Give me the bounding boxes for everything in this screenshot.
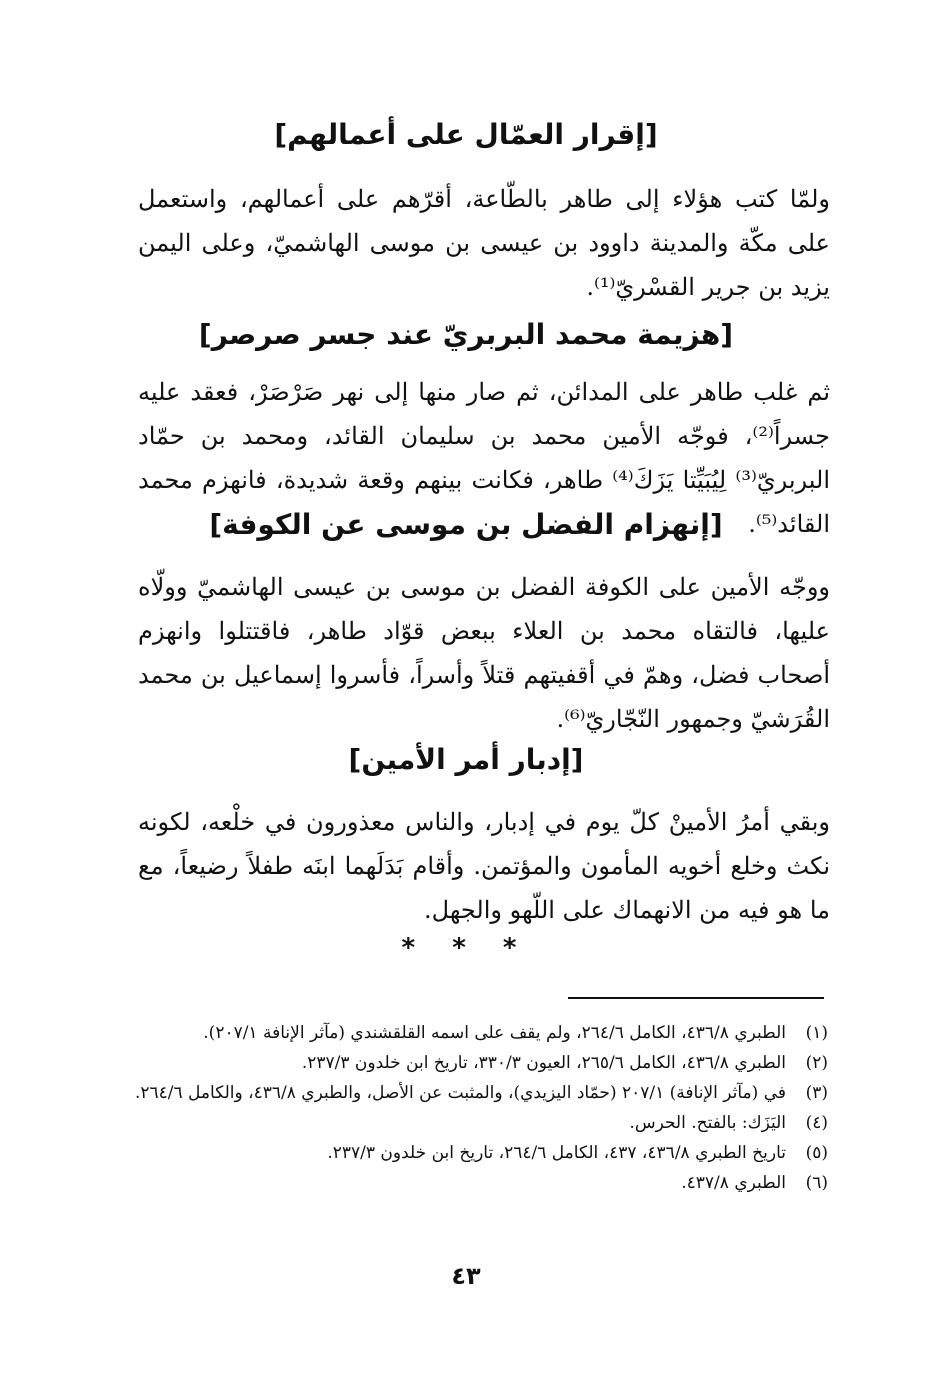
page-number: ٤٣ (451, 1262, 481, 1290)
section-paragraph: وبقي أمرُ الأمينْ كلّ يوم في إدبار، والناس معذورون في خلْعه، لكونه نكث وخلع أخويه المأمون والمؤتمن. وأقام بَدَلَهما ابنَه طفلاً رضيعاً، مع ما هو فيه من الانهماك على اللّهو والجهل. (138, 808, 830, 924)
footnote-number: (٦) (805, 1173, 828, 1193)
footnote-text: تاريخ الطبري ٤٣٦/٨، ٤٣٧، الكامل ٢٦٤/٦، تاريخ ابن خلدون ٢٣٧/٣. (327, 1143, 786, 1163)
footnote-item (128, 1108, 828, 1138)
footnote-text: الطبري ٤٣٦/٨، الكامل ٢٦٥/٦، العيون ٣٣٠/٣، تاريخ ابن خلدون ٢٣٧/٣. (301, 1053, 786, 1073)
section-paragraph: ووجّه الأمين على الكوفة الفضل بن موسى بن عيسى الهاشميّ وولّاه عليها، فالتقاه محمد بن العلاء ببعض قوّاد طاهر، فاقتتلوا وانهزم أصحاب فضل، وهمّ في أقفيتهم قتلاً وأسراً، فأسروا إسماعيل بن محمد القُرَشيّ وجمهور النّجّاريّ⁽⁶⁾. (138, 573, 830, 733)
section-heading: [إقرار العمّال على أعمالهم] (274, 118, 658, 151)
section-heading: [إدبار أمر الأمين] (348, 743, 584, 776)
footnotes-list (128, 1018, 828, 1198)
section-paragraph: ولمّا كتب هؤلاء إلى طاهر بالطّاعة، أقرّهم على أعمالهم، واستعمل على مكّة والمدينة داوود بن عيسى بن موسى الهاشميّ، وعلى اليمن يزيد بن جرير القسْريّ⁽¹⁾. (138, 185, 830, 301)
footnote-text: في (مآثر الإنافة) ٢٠٧/١ (حمّاد اليزيدي)، والمثبت عن الأصل، والطبري ٤٣٦/٨، والكامل ٢٦٤/٦. (134, 1083, 786, 1103)
footnote-divider (568, 997, 824, 999)
section-separator: * * * (401, 933, 531, 963)
section-paragraph: ثم غلب طاهر على المدائن، ثم صار منها إلى نهر صَرْصَرْ، فعقد عليه جسراً⁽²⁾، فوجّه الأمين محمد بن سليمان القائد، ومحمد بن حمّاد البربريّ⁽³⁾ لِيُبَيِّتا يَزَكَ⁽⁴⁾ طاهر، فكانت بينهم وقعة شديدة، فانهزم محمد القائد⁽⁵⁾. (138, 378, 831, 538)
footnote-number: (٥) (805, 1143, 828, 1163)
footnote-text: الطبري ٤٣٧/٨. (681, 1173, 786, 1193)
footnote-item (128, 1138, 828, 1168)
footnote-number: (١) (805, 1023, 828, 1043)
section-heading: [هزيمة محمد البربريّ عند جسر صرصر] (198, 318, 734, 351)
footnote-item (128, 1018, 828, 1048)
footnote-text: الطبري ٤٣٦/٨، الكامل ٢٦٤/٦، ولم يقف على اسمه القلقشندي (مآثر الإنافة ٢٠٧/١). (203, 1023, 786, 1043)
footnote-item (128, 1168, 828, 1198)
footnote-item (128, 1048, 828, 1078)
section-heading: [إنهزام الفضل بن موسى عن الكوفة] (209, 508, 723, 541)
footnote-number: (٢) (805, 1053, 828, 1073)
footnote-number: (٣) (805, 1083, 828, 1103)
footnote-item (128, 1078, 828, 1108)
footnote-number: (٤) (805, 1113, 828, 1133)
footnote-text: اليَزَك: بالفتح. الحرس. (629, 1113, 786, 1133)
